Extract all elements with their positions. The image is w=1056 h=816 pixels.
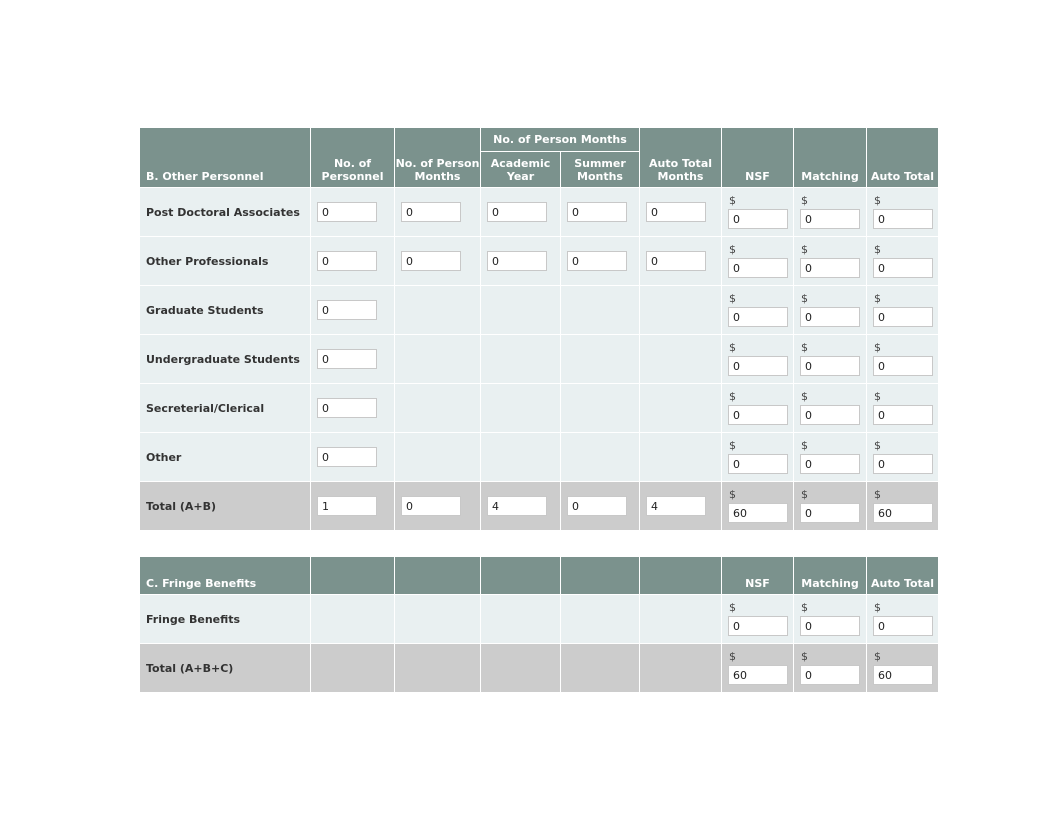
auto-total-input[interactable]	[873, 258, 933, 278]
other-personnel-table	[139, 127, 939, 531]
personnel-input[interactable]	[317, 349, 377, 369]
table-row	[140, 237, 939, 286]
total-matching-input[interactable]	[800, 503, 860, 523]
dollar-sign: $	[801, 243, 808, 256]
empty-cell	[481, 335, 561, 384]
table-row	[140, 384, 939, 433]
empty-cell	[640, 384, 722, 433]
fringe-matching-input[interactable]	[800, 616, 860, 636]
row-label: Other	[140, 433, 311, 482]
table-row	[140, 595, 939, 644]
dollar-sign: $	[874, 650, 881, 663]
empty-cell	[395, 335, 481, 384]
dollar-sign: $	[874, 488, 881, 501]
dollar-sign: $	[801, 650, 808, 663]
empty-cell	[481, 286, 561, 335]
empty-cell	[561, 595, 640, 644]
dollar-sign: $	[801, 341, 808, 354]
empty-cell	[561, 286, 640, 335]
person-months-group-header: No. of Person Months	[481, 128, 640, 152]
auto-total-months-header: Auto Total Months	[640, 128, 722, 188]
dollar-sign: $	[801, 390, 808, 403]
fringe-benefits-table	[139, 556, 939, 693]
empty-header	[561, 557, 640, 595]
dollar-sign: $	[874, 194, 881, 207]
personnel-input[interactable]	[317, 300, 377, 320]
row-label: Post Doctoral Associates	[140, 188, 311, 237]
auto-total-months-input[interactable]	[646, 202, 706, 222]
nsf-input[interactable]	[728, 356, 788, 376]
dollar-sign: $	[801, 601, 808, 614]
empty-cell	[395, 286, 481, 335]
total-row	[140, 644, 939, 693]
dollar-sign: $	[801, 439, 808, 452]
person-months-input[interactable]	[401, 202, 461, 222]
nsf-input[interactable]	[728, 405, 788, 425]
empty-header	[395, 557, 481, 595]
empty-cell	[311, 595, 395, 644]
matching-header: Matching	[794, 557, 867, 595]
dollar-sign: $	[801, 292, 808, 305]
academic-year-input[interactable]	[487, 202, 547, 222]
table-row	[140, 433, 939, 482]
total-nsf-input[interactable]	[728, 665, 788, 685]
empty-cell	[561, 384, 640, 433]
row-label: Fringe Benefits	[140, 595, 311, 644]
auto-total-header: Auto Total	[867, 557, 939, 595]
dollar-sign: $	[874, 243, 881, 256]
empty-cell	[481, 644, 561, 693]
nsf-header: NSF	[722, 557, 794, 595]
dollar-sign: $	[729, 390, 736, 403]
dollar-sign: $	[874, 292, 881, 305]
summer-months-header: Summer Months	[561, 152, 640, 188]
total-matching-input[interactable]	[800, 665, 860, 685]
matching-input[interactable]	[800, 454, 860, 474]
total-personnel-input[interactable]	[317, 496, 377, 516]
row-label: Graduate Students	[140, 286, 311, 335]
total-auto-total-input[interactable]	[873, 503, 933, 523]
empty-cell	[561, 335, 640, 384]
total-auto-total-input[interactable]	[873, 665, 933, 685]
empty-cell	[640, 433, 722, 482]
empty-cell	[395, 595, 481, 644]
empty-header	[311, 557, 395, 595]
dollar-sign: $	[874, 601, 881, 614]
academic-year-input[interactable]	[487, 251, 547, 271]
auto-total-input[interactable]	[873, 307, 933, 327]
dollar-sign: $	[729, 292, 736, 305]
dollar-sign: $	[874, 439, 881, 452]
fringe-auto-total-input[interactable]	[873, 616, 933, 636]
dollar-sign: $	[801, 488, 808, 501]
dollar-sign: $	[729, 601, 736, 614]
dollar-sign: $	[729, 341, 736, 354]
personnel-input[interactable]	[317, 398, 377, 418]
personnel-input[interactable]	[317, 447, 377, 467]
empty-header	[640, 557, 722, 595]
auto-total-input[interactable]	[873, 209, 933, 229]
total-summer-months-input[interactable]	[567, 496, 627, 516]
dollar-sign: $	[801, 194, 808, 207]
nsf-input[interactable]	[728, 209, 788, 229]
fringe-nsf-input[interactable]	[728, 616, 788, 636]
dollar-sign: $	[729, 650, 736, 663]
empty-cell	[640, 644, 722, 693]
matching-input[interactable]	[800, 307, 860, 327]
total-auto-total-months-input[interactable]	[646, 496, 706, 516]
auto-total-input[interactable]	[873, 356, 933, 376]
personnel-input[interactable]	[317, 202, 377, 222]
auto-total-header: Auto Total	[867, 128, 939, 188]
table-row	[140, 335, 939, 384]
nsf-input[interactable]	[728, 307, 788, 327]
row-label: Undergraduate Students	[140, 335, 311, 384]
total-person-months-input[interactable]	[401, 496, 461, 516]
section-b-title: B. Other Personnel	[140, 128, 311, 188]
matching-header: Matching	[794, 128, 867, 188]
summer-months-input[interactable]	[567, 202, 627, 222]
empty-cell	[311, 644, 395, 693]
matching-input[interactable]	[800, 258, 860, 278]
auto-total-months-input[interactable]	[646, 251, 706, 271]
matching-input[interactable]	[800, 209, 860, 229]
auto-total-input[interactable]	[873, 405, 933, 425]
summer-months-input[interactable]	[567, 251, 627, 271]
personnel-input[interactable]	[317, 251, 377, 271]
num-personnel-header: No. of Personnel	[311, 128, 395, 188]
total-label: Total (A+B)	[140, 482, 311, 531]
empty-cell	[481, 384, 561, 433]
dollar-sign: $	[729, 194, 736, 207]
dollar-sign: $	[729, 488, 736, 501]
academic-year-header: Academic Year	[481, 152, 561, 188]
dollar-sign: $	[729, 243, 736, 256]
dollar-sign: $	[874, 390, 881, 403]
matching-input[interactable]	[800, 356, 860, 376]
empty-cell	[640, 286, 722, 335]
auto-total-input[interactable]	[873, 454, 933, 474]
num-person-months-header: No. of Person Months	[395, 128, 481, 188]
empty-cell	[481, 595, 561, 644]
table-row	[140, 286, 939, 335]
matching-input[interactable]	[800, 405, 860, 425]
total-row	[140, 482, 939, 531]
empty-cell	[640, 335, 722, 384]
nsf-header: NSF	[722, 128, 794, 188]
nsf-input[interactable]	[728, 258, 788, 278]
total-label: Total (A+B+C)	[140, 644, 311, 693]
empty-cell	[561, 644, 640, 693]
section-c-title: C. Fringe Benefits	[140, 557, 311, 595]
empty-cell	[395, 433, 481, 482]
empty-cell	[395, 644, 481, 693]
total-academic-year-input[interactable]	[487, 496, 547, 516]
nsf-input[interactable]	[728, 454, 788, 474]
total-nsf-input[interactable]	[728, 503, 788, 523]
person-months-input[interactable]	[401, 251, 461, 271]
row-label: Other Professionals	[140, 237, 311, 286]
empty-cell	[640, 595, 722, 644]
dollar-sign: $	[874, 341, 881, 354]
empty-cell	[395, 384, 481, 433]
dollar-sign: $	[729, 439, 736, 452]
empty-header	[481, 557, 561, 595]
table-row	[140, 188, 939, 237]
empty-cell	[481, 433, 561, 482]
empty-cell	[561, 433, 640, 482]
row-label: Secreterial/Clerical	[140, 384, 311, 433]
